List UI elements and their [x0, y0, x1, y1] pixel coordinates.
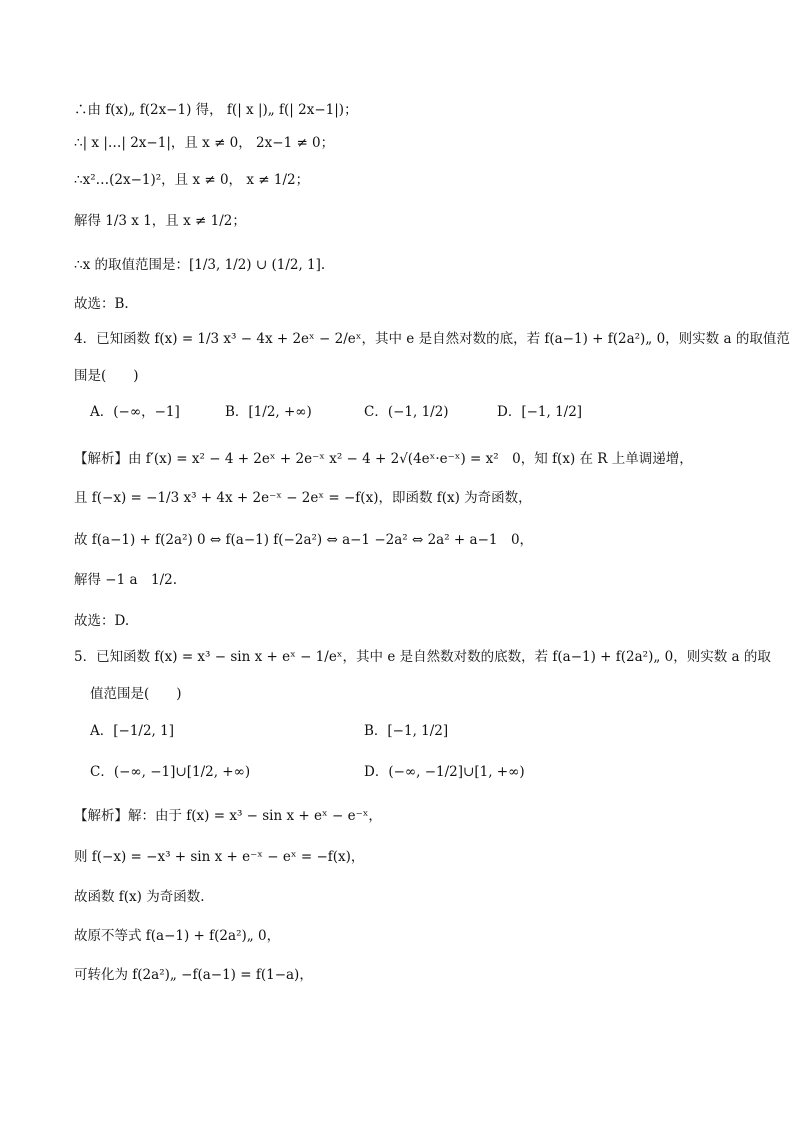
q5-option-a: A．[−1/2, 1]	[90, 723, 174, 739]
q5-option-d: D．(−∞, −1/2]∪[1, +∞)	[364, 764, 525, 780]
solution-line-3: ∴x²…(2x−1)²，且 x ≠ 0， x ≠ 1/2；	[74, 172, 310, 188]
answer-q4: 故选：D.	[74, 613, 130, 629]
solution-line-5: ∴x 的取值范围是：[1/3, 1/2) ∪ (1/2, 1].	[74, 257, 326, 273]
q4-analysis-4: 解得 −1 a 1/2.	[74, 572, 178, 588]
question-5-stem-cont: 值范围是( )	[90, 686, 182, 702]
question-4-stem-cont: 围是( )	[74, 368, 139, 384]
q4-option-a: A．(−∞，−1]	[90, 404, 180, 420]
q4-analysis-1: 【解析】由 f′(x) = x² − 4 + 2eˣ + 2e⁻ˣ x² − 4 + 2√(4eˣ·e⁻ˣ) = x² 0，知 f(x) 在 R 上单调递增，	[74, 451, 693, 467]
q4-option-b: B．[1/2, +∞)	[225, 404, 312, 420]
q5-option-b: B．[−1, 1/2]	[364, 723, 449, 739]
q5-analysis-3: 故函数 f(x) 为奇函数.	[74, 889, 205, 905]
q4-analysis-3: 故 f(a−1) + f(2a²) 0 ⇔ f(a−1) f(−2a²) ⇔ a−1 −2a² ⇔ 2a² + a−1 0，	[74, 532, 534, 548]
q5-option-c: C．(−∞, −1]∪[1/2, +∞)	[90, 764, 251, 780]
answer-q3: 故选：B.	[74, 296, 129, 312]
question-4-stem: 4．已知函数 f(x) = 1/3 x³ − 4x + 2eˣ − 2/eˣ，其中 e 是自然对数的底，若 f(a−1) + f(2a²)„ 0，则实数 a 的取值范	[74, 331, 790, 347]
question-5-stem: 5．已知函数 f(x) = x³ − sin x + eˣ − 1/eˣ，其中 e 是自然数对数的底数，若 f(a−1) + f(2a²)„ 0，则实数 a 的取	[74, 649, 771, 665]
solution-line-4: 解得 1/3 x 1，且 x ≠ 1/2；	[74, 213, 246, 229]
q5-analysis-4: 故原不等式 f(a−1) + f(2a²)„ 0，	[74, 928, 281, 944]
q4-option-d: D．[−1, 1/2]	[497, 404, 583, 420]
q5-analysis-1: 【解析】解：由于 f(x) = x³ − sin x + eˣ − e⁻ˣ，	[74, 808, 382, 824]
q4-option-c: C．(−1, 1/2)	[364, 404, 449, 420]
q5-analysis-2: 则 f(−x) = −x³ + sin x + e⁻ˣ − eˣ = −f(x)，	[74, 849, 365, 865]
solution-line-2: ∴| x |…| 2x−1|，且 x ≠ 0， 2x−1 ≠ 0；	[74, 135, 335, 151]
q5-analysis-5: 可转化为 f(2a²)„ −f(a−1) = f(1−a)，	[74, 967, 313, 983]
q4-analysis-2: 且 f(−x) = −1/3 x³ + 4x + 2e⁻ˣ − 2eˣ = −f(x)，即函数 f(x) 为奇函数，	[74, 490, 532, 506]
solution-line-1: ∴由 f(x)„ f(2x−1) 得， f(| x |)„ f(| 2x−1|)；	[74, 102, 358, 118]
